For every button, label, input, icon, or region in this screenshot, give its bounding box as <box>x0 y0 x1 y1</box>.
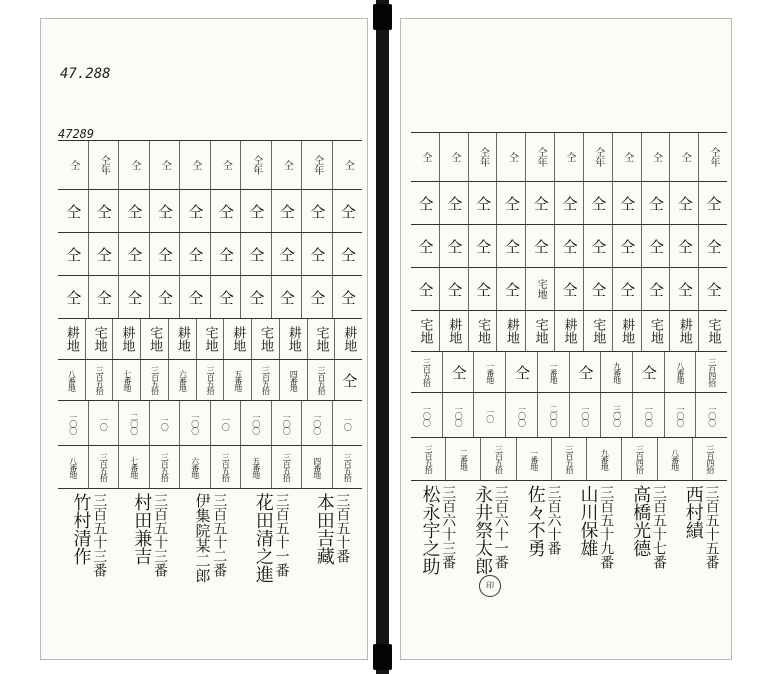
right-row-lot2 <box>411 438 727 481</box>
owner-name: 花田清之進 <box>252 493 274 583</box>
left-land-cell: 耕地 <box>168 319 196 359</box>
right-header-cell: 仝年 <box>525 133 554 181</box>
right-row2-cell: 仝 <box>468 182 497 224</box>
left-lot2-cell: 四番地 <box>301 446 332 488</box>
owner-entry <box>411 481 464 639</box>
right-header-cell: 仝年 <box>583 133 612 181</box>
left-row3-cell: 仝 <box>332 233 363 275</box>
owner-id: 三百五十九番 <box>598 485 615 569</box>
left-row2-cell: 仝 <box>240 190 271 232</box>
left-row2-cell: 仝 <box>301 190 332 232</box>
left-land-cell: 宅地 <box>85 319 113 359</box>
left-lot2-cell: 八番地 <box>68 456 78 478</box>
owner-id: 三百五十二番 <box>211 493 228 577</box>
owner-name: 山川保雄 <box>577 485 599 557</box>
right-row2-cell: 仝 <box>416 195 435 211</box>
owner-id: 三百五十番 <box>334 493 351 563</box>
left-header-cell: 仝年 <box>301 141 332 189</box>
left-measure-cell: 一〇 <box>210 401 241 445</box>
left-row2-cell: 仝 <box>118 190 149 232</box>
right-owners-row <box>411 481 727 639</box>
right-land-cell: 宅地 <box>641 311 670 351</box>
right-row-3 <box>411 225 727 268</box>
left-measure-cell: 一〇〇 <box>301 401 332 445</box>
left-lot-cell: 三百五拾 <box>251 360 279 400</box>
left-row4-cell: 仝 <box>301 276 332 318</box>
right-row2-cell: 仝 <box>669 182 698 224</box>
owner-name: 村田兼吉 <box>131 493 153 565</box>
owner-entry <box>674 481 727 639</box>
right-lot2-cell: 一番地 <box>516 438 551 480</box>
left-lot-cell: 八番地 <box>67 369 77 391</box>
right-measure-cell: 三〇〇 <box>600 393 632 437</box>
right-lot-cell: 仝 <box>632 352 664 392</box>
right-land-cell: 宅地 <box>698 311 727 351</box>
page-number-small: 47289 <box>58 127 95 141</box>
left-row3-cell: 仝 <box>149 233 180 275</box>
left-header-cell: 仝 <box>210 141 241 189</box>
right-row2-cell: 仝 <box>525 182 554 224</box>
left-land-cell: 宅地 <box>251 319 279 359</box>
right-header-cell: 仝 <box>641 133 670 181</box>
owner-name: 佐々不勇 <box>524 485 546 557</box>
owner-id: 三百五十一番 <box>273 493 290 577</box>
owner-entry <box>464 481 517 639</box>
right-land-cell: 宅地 <box>468 311 497 351</box>
left-measure-cell: 一〇 <box>332 401 363 445</box>
right-lot-cell: 仝 <box>569 352 601 392</box>
left-land-cell: 宅地 <box>307 319 335 359</box>
left-land-cell: 耕地 <box>63 326 79 352</box>
right-land-cell: 耕地 <box>612 311 641 351</box>
right-measure-cell: 一〇〇 <box>442 393 474 437</box>
left-row2-cell: 仝 <box>64 203 83 219</box>
left-row4-cell: 仝 <box>271 276 302 318</box>
left-row4-cell: 仝 <box>240 276 271 318</box>
right-row2-cell: 仝 <box>612 182 641 224</box>
right-row-2 <box>411 182 727 225</box>
right-row3-cell: 仝 <box>496 225 525 267</box>
left-row-3 <box>58 233 362 276</box>
right-land-cell: 耕地 <box>669 311 698 351</box>
right-row2-cell: 仝 <box>641 182 670 224</box>
owner-name: 松永宇之助 <box>419 485 441 575</box>
owner-entry <box>301 489 362 639</box>
left-lot2-cell: 三百五拾 <box>149 446 180 488</box>
left-lot-cell: 三百五拾 <box>140 360 168 400</box>
right-land-cell: 耕地 <box>554 311 583 351</box>
left-header-cell: 仝 <box>179 141 210 189</box>
right-row3-cell: 仝 <box>612 225 641 267</box>
right-row3-cell: 仝 <box>698 225 727 267</box>
left-lot-cell: 七番地 <box>112 360 140 400</box>
owner-name: 本田吉藏 <box>313 493 335 565</box>
left-ledger-table <box>58 140 362 639</box>
right-row3-cell: 仝 <box>669 225 698 267</box>
left-measure-cell: 一〇〇 <box>240 401 271 445</box>
left-measure-cell: 一〇〇 <box>271 401 302 445</box>
left-header-cell: 仝 <box>67 160 79 170</box>
right-land-cell: 宅地 <box>525 311 554 351</box>
owner-entry <box>569 481 622 639</box>
left-row-lot2 <box>58 446 362 489</box>
right-row-land <box>411 311 727 352</box>
right-header-cell: 仝年 <box>468 133 497 181</box>
left-row4-cell: 仝 <box>118 276 149 318</box>
left-row2-cell: 仝 <box>179 190 210 232</box>
right-row4-cell: 仝 <box>612 268 641 310</box>
owner-name: 高橋光德 <box>630 485 652 557</box>
left-land-cell: 耕地 <box>112 319 140 359</box>
left-header-cell: 仝 <box>118 141 149 189</box>
right-row3-cell: 仝 <box>554 225 583 267</box>
owner-id: 三百五十七番 <box>650 485 667 569</box>
spine-cap-top <box>373 4 392 30</box>
owner-id: 三百五十三番 <box>151 493 168 577</box>
right-row4-cell: 仝 <box>669 268 698 310</box>
right-row2-cell: 仝 <box>554 182 583 224</box>
left-lot2-cell: 三百五拾 <box>332 446 363 488</box>
right-lot2-cell: 三百四拾 <box>692 438 727 480</box>
right-row3-cell: 仝 <box>583 225 612 267</box>
right-measure-cell: 一〇〇 <box>569 393 601 437</box>
owner-name: 竹村清作 <box>70 493 92 565</box>
right-lot-cell: 九番地 <box>600 352 632 392</box>
left-row-measure <box>58 401 362 446</box>
right-header-cell: 仝 <box>554 133 583 181</box>
left-row3-cell: 仝 <box>179 233 210 275</box>
right-row3-cell: 仝 <box>416 238 435 254</box>
left-header-cell: 仝 <box>271 141 302 189</box>
right-row4-cell: 仝 <box>641 268 670 310</box>
left-lot-cell: 六番地 <box>168 360 196 400</box>
right-measure-cell: 一〇〇 <box>422 404 432 426</box>
owner-name: 西村績 <box>682 485 704 539</box>
right-lot-cell: 仝 <box>505 352 537 392</box>
left-measure-cell: 一〇 <box>88 401 119 445</box>
right-row2-cell: 仝 <box>583 182 612 224</box>
owner-entry <box>58 489 119 639</box>
right-header-cell: 仝 <box>439 133 468 181</box>
right-lot2-cell: 三百五拾 <box>551 438 586 480</box>
right-header-cell: 仝 <box>669 133 698 181</box>
left-lot2-cell: 三百五拾 <box>88 446 119 488</box>
left-row2-cell: 仝 <box>271 190 302 232</box>
left-lot-cell: 五番地 <box>223 360 251 400</box>
right-row4-cell: 仝 <box>468 268 497 310</box>
left-header-cell: 仝 <box>149 141 180 189</box>
left-lot2-cell: 三百五拾 <box>210 446 241 488</box>
owner-entry <box>180 489 241 639</box>
right-row4-cell: 仝 <box>554 268 583 310</box>
right-row3-cell: 仝 <box>468 225 497 267</box>
left-lot-cell: 三百五拾 <box>196 360 224 400</box>
left-measure-cell: 一〇〇 <box>179 401 210 445</box>
right-header-cell: 仝年 <box>698 133 727 181</box>
right-row-lot <box>411 352 727 393</box>
left-measure-cell: 一〇 <box>149 401 180 445</box>
right-lot-cell: 八番地 <box>664 352 696 392</box>
left-lot2-cell: 七番地 <box>118 446 149 488</box>
right-row4-cell: 仝 <box>439 268 468 310</box>
right-row-measure <box>411 393 727 438</box>
right-lot2-cell: 九番地 <box>586 438 621 480</box>
right-row-header <box>411 132 727 182</box>
owner-id: 三百五十三番 <box>91 493 108 577</box>
left-row3-cell: 仝 <box>240 233 271 275</box>
left-measure-cell: 一〇〇 <box>68 412 78 434</box>
right-row-4 <box>411 268 727 311</box>
left-lot-cell: 四番地 <box>279 360 307 400</box>
left-lot2-cell: 五番地 <box>240 446 271 488</box>
left-row-lot <box>58 360 362 401</box>
right-row3-cell: 仝 <box>439 225 468 267</box>
left-land-cell: 耕地 <box>279 319 307 359</box>
owner-id: 三百五十五番 <box>703 485 720 569</box>
left-row4-cell: 仝 <box>210 276 241 318</box>
left-row4-cell: 仝 <box>88 276 119 318</box>
left-row-land <box>58 319 362 360</box>
left-row2-cell: 仝 <box>332 190 363 232</box>
right-row4-cell: 仝 <box>698 268 727 310</box>
right-land-cell: 耕地 <box>439 311 468 351</box>
right-lot-cell: 一番地 <box>473 352 505 392</box>
owner-entry <box>516 481 569 639</box>
right-row4-cell: 宅地 <box>525 268 554 310</box>
right-ledger-table <box>411 132 727 639</box>
left-row-header <box>58 140 362 190</box>
page-number-top: 47.288 <box>60 66 111 82</box>
left-lot-cell: 仝 <box>334 360 362 400</box>
owner-entry <box>119 489 180 639</box>
left-row2-cell: 仝 <box>149 190 180 232</box>
left-row3-cell: 仝 <box>301 233 332 275</box>
left-lot2-cell: 三百五拾 <box>271 446 302 488</box>
right-lot-cell: 仝 <box>442 352 474 392</box>
right-header-cell: 仝 <box>496 133 525 181</box>
right-measure-cell: 一〇〇 <box>632 393 664 437</box>
left-land-cell: 耕地 <box>223 319 251 359</box>
right-lot-cell: 三百四拾 <box>695 352 727 392</box>
right-row4-cell: 仝 <box>416 281 435 297</box>
right-land-cell: 宅地 <box>417 318 433 344</box>
left-header-cell: 仝年 <box>240 141 271 189</box>
left-lot-cell: 三百五拾 <box>85 360 113 400</box>
left-header-cell: 仝年 <box>88 141 119 189</box>
left-row2-cell: 仝 <box>88 190 119 232</box>
left-land-cell: 宅地 <box>196 319 224 359</box>
left-lot-cell: 三百五拾 <box>307 360 335 400</box>
right-row3-cell: 仝 <box>641 225 670 267</box>
right-land-cell: 宅地 <box>583 311 612 351</box>
right-measure-cell: 一〇 <box>473 393 505 437</box>
left-land-cell: 宅地 <box>140 319 168 359</box>
right-lot2-cell: 三百四拾 <box>621 438 656 480</box>
left-row3-cell: 仝 <box>88 233 119 275</box>
left-header-cell: 仝 <box>332 141 363 189</box>
right-land-cell: 耕地 <box>496 311 525 351</box>
right-lot-cell: 一番地 <box>537 352 569 392</box>
left-row-2 <box>58 190 362 233</box>
right-measure-cell: 一〇〇 <box>505 393 537 437</box>
right-lot2-cell: 二番地 <box>445 438 480 480</box>
left-measure-cell: 二〇〇 <box>118 401 149 445</box>
left-row4-cell: 仝 <box>332 276 363 318</box>
left-lot2-cell: 六番地 <box>179 446 210 488</box>
right-row3-cell: 仝 <box>525 225 554 267</box>
right-measure-cell: 一〇〇 <box>664 393 696 437</box>
right-row2-cell: 仝 <box>698 182 727 224</box>
left-row4-cell: 仝 <box>149 276 180 318</box>
owner-id: 三百六十一番 <box>492 485 509 569</box>
owner-name: 伊集院某二郎 <box>193 493 212 583</box>
left-row3-cell: 仝 <box>118 233 149 275</box>
owner-name: 永井祭太郎 <box>472 485 494 575</box>
right-measure-cell: 二〇〇 <box>537 393 569 437</box>
left-row3-cell: 仝 <box>271 233 302 275</box>
spine-cap-bottom <box>373 644 392 670</box>
left-land-cell: 耕地 <box>334 319 362 359</box>
owner-id: 三百六十番 <box>545 485 562 555</box>
right-header-cell: 仝 <box>612 133 641 181</box>
left-row4-cell: 仝 <box>179 276 210 318</box>
right-lot2-cell: 三百五拾 <box>480 438 515 480</box>
right-row4-cell: 仝 <box>583 268 612 310</box>
right-header-cell: 仝 <box>419 152 431 162</box>
right-row2-cell: 仝 <box>496 182 525 224</box>
book-spine <box>376 0 389 674</box>
right-lot-cell: 三百五拾 <box>422 358 432 386</box>
right-lot2-cell: 八番地 <box>657 438 692 480</box>
left-row3-cell: 仝 <box>210 233 241 275</box>
left-row2-cell: 仝 <box>210 190 241 232</box>
owner-entry <box>622 481 675 639</box>
owner-entry <box>240 489 301 639</box>
right-lot2-cell: 三百五拾 <box>424 445 434 473</box>
left-row4-cell: 仝 <box>64 289 83 305</box>
left-owners-row <box>58 489 362 639</box>
owner-id: 三百六十三番 <box>440 485 457 569</box>
left-row-4 <box>58 276 362 319</box>
owner-seal-stamp: 印 <box>479 575 501 597</box>
right-row2-cell: 仝 <box>439 182 468 224</box>
right-row4-cell: 仝 <box>496 268 525 310</box>
left-row3-cell: 仝 <box>64 246 83 262</box>
right-measure-cell: 一〇〇 <box>695 393 727 437</box>
